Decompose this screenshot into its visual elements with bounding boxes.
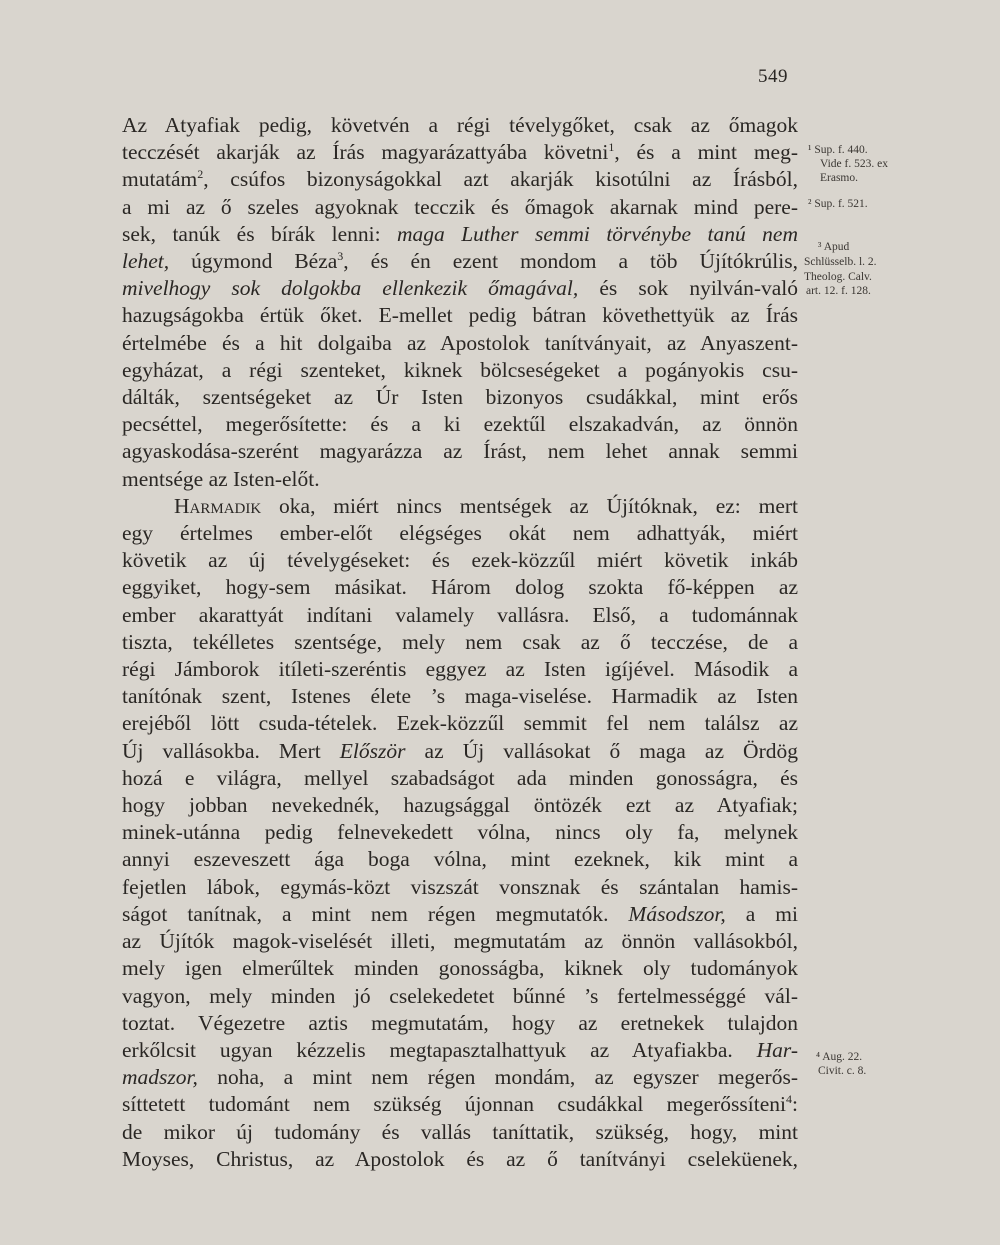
text-segment: síttetett tudománt nem szükség újonnan csudákkal megerőssíteni — [122, 1092, 787, 1117]
text-segment: úgymond Béza — [169, 249, 338, 274]
text-line — [122, 275, 798, 302]
margin-note: Theolog. Calv. — [804, 271, 872, 283]
text-segment: mentsége az Isten-előt. — [122, 466, 320, 491]
text-line — [122, 819, 798, 846]
text-segment: Először — [339, 738, 406, 763]
text-segment: eggyiket, hogy-sem másikat. Három dolog szokta fő-képpen az — [122, 575, 798, 600]
margin-note: Vide f. 523. ex — [820, 158, 888, 170]
text-line — [122, 112, 798, 139]
text-line — [122, 1010, 798, 1037]
margin-note: ⁴ Aug. 22. — [816, 1051, 863, 1063]
text-segment: erkőlcsit ugyan kézzelis megtapasztalhattyuk az Atyafiakba. — [122, 1037, 757, 1062]
text-segment: : — [792, 1092, 798, 1117]
text-line — [122, 194, 798, 221]
text-line — [122, 983, 798, 1010]
text-line — [122, 656, 798, 683]
text-line — [122, 166, 798, 193]
text-segment: oka, miért nincs mentségek az Újítóknak, ez: mert — [261, 493, 798, 518]
text-segment: dálták, szentségeket az Úr Isten bizonyos csudákkal, mint erős — [122, 385, 798, 410]
text-segment: hozá e világra, mellyel szabadságot ada minden gonosságra, és — [122, 765, 798, 790]
margin-note: Schlüsselb. l. 2. — [804, 256, 877, 268]
text-segment: és sok nyilván-való — [578, 276, 798, 301]
text-segment: maga Luther semmi törvénybe tanú nem — [397, 221, 798, 246]
text-segment: toztat. Végezetre aztis megmutatám, hogy az eretnekek tulajdon — [122, 1010, 798, 1035]
text-line — [122, 683, 798, 710]
text-segment: hazugságokba értük őket. E-mellet pedig bátran követhettyük az Írás — [122, 303, 798, 328]
text-segment: ember akarattyát indítani valamely vallásra. Első, a tudománnak — [122, 602, 798, 627]
text-line — [122, 520, 798, 547]
text-line — [122, 629, 798, 656]
footnote-marker: 3 — [337, 248, 344, 263]
text-line — [122, 357, 798, 384]
text-line — [122, 928, 798, 955]
text-segment: ságot tanítnak, a mint nem régen megmutatók. — [122, 901, 629, 926]
text-segment: hogy jobban nevekednék, hazugsággal öntözék ezt az Atyafiak; — [122, 793, 798, 818]
footnote-marker: 1 — [608, 140, 615, 155]
text-line — [122, 1037, 798, 1064]
text-line — [122, 438, 798, 465]
text-segment: fejetlen lábok, egymás-közt viszszát vonsznak és szántalan hamis- — [122, 874, 798, 899]
text-segment: mivelhogy sok dolgokba ellenkezik őmagával, — [122, 276, 579, 301]
text-line — [122, 846, 798, 873]
text-segment: Moyses, Christus, az Apostolok és az ő tanítványi cseleküenek, — [122, 1146, 798, 1171]
text-line — [122, 547, 798, 574]
text-segment: Az Atyafiak pedig, követvén a régi tévelygőket, csak az őmagok — [122, 113, 798, 137]
text-segment: Harmadik — [174, 493, 262, 518]
text-segment: Har- — [756, 1037, 798, 1062]
text-segment: tanítónak szent, Istenes élete ’s maga-viselése. Harmadik az Isten — [122, 684, 798, 709]
text-segment: de mikor új tudomány és vallás taníttatik, szükség, hogy, mint — [122, 1119, 798, 1144]
text-line — [122, 874, 798, 901]
text-segment: minek-utánna pedig felnevekedett vólna, nincs oly fa, melynek — [122, 820, 798, 845]
text-segment: sek, tanúk és bírák lenni: — [122, 221, 397, 246]
footnote-marker: 4 — [786, 1092, 793, 1107]
text-segment: mely igen elmerűltek minden gonosságba, kiknek oly tudományok — [122, 956, 798, 981]
text-line — [122, 411, 798, 438]
text-segment: noha, a mint nem régen mondám, az egyszer megerős- — [197, 1065, 798, 1090]
footnote-marker: 2 — [197, 167, 204, 182]
text-line — [122, 765, 798, 792]
text-segment: vagyon, mely minden jó cselekedetet bűnné ’s fertelmességgé vál- — [122, 983, 798, 1008]
text-segment: egyházat, a régi szenteket, kiknek bölcseségeket a pogányokis csu- — [122, 357, 798, 382]
margin-note: art. 12. f. 128. — [806, 285, 871, 297]
text-segment: madszor, — [122, 1065, 198, 1090]
text-segment: pecséttel, megerősítette: és a ki ezektűl elszakadván, az önnön — [122, 412, 798, 437]
text-segment: egy értelmes ember-előt elégséges okát nem adhattyák, miért — [122, 521, 798, 546]
main-text — [122, 112, 798, 1173]
margin-note: ³ Apud — [818, 241, 850, 253]
margin-note: Erasmo. — [820, 172, 859, 184]
text-line — [122, 248, 798, 275]
text-line — [122, 901, 798, 928]
text-segment: értelmébe és a hit dolgaiba az Apostolok tanítványait, az Anyaszent- — [122, 330, 798, 355]
text-segment: tecczését akarják az Írás magyarázattyába követni — [122, 140, 609, 165]
text-segment: az Újítók magok-viselését illeti, megmutatám az önnön vallásokból, — [122, 929, 798, 954]
text-segment: agyaskodása-szerént magyarázza az Írást, nem lehet annak semmi — [122, 439, 798, 464]
text-line — [122, 574, 798, 601]
text-line — [122, 792, 798, 819]
text-line — [122, 493, 798, 520]
margin-note: Civit. c. 8. — [818, 1065, 867, 1077]
text-segment: Új vallásokba. Mert — [122, 738, 340, 763]
text-line — [122, 139, 798, 166]
text-segment: erejéből lött csuda-tételek. Ezek-közzűl semmit fel nem találsz az — [122, 711, 798, 736]
text-line — [122, 955, 798, 982]
text-segment: a mi az ő szeles agyoknak tecczik és őmagok akarnak mind pere- — [122, 194, 798, 219]
text-line — [122, 221, 798, 248]
text-line — [122, 1146, 798, 1173]
text-line — [122, 1119, 798, 1146]
text-segment: az Új vallásokat ő maga az Ördög — [405, 738, 798, 763]
text-segment: annyi eszeveszett ága boga vólna, mint ezeknek, kik mint a — [122, 847, 798, 872]
text-line — [122, 1091, 798, 1118]
text-line — [122, 384, 798, 411]
text-line — [122, 330, 798, 357]
text-segment: a mi — [725, 901, 798, 926]
text-line — [122, 710, 798, 737]
text-segment: , és én ezent mondom a töb Újítókrúlis, — [343, 249, 798, 274]
text-segment: régi Jámborok itíleti-szeréntis eggyez az Isten igíjével. Második a — [122, 657, 798, 682]
text-segment: Másodszor, — [628, 901, 726, 926]
text-line — [122, 602, 798, 629]
text-line — [122, 466, 798, 493]
text-line — [122, 738, 798, 765]
page-number: 549 — [758, 66, 788, 87]
margin-note: ² Sup. f. 521. — [808, 198, 868, 210]
text-segment: , és a mint meg- — [614, 140, 798, 165]
text-segment: lehet, — [122, 249, 170, 274]
margin-note: ¹ Sup. f. 440. — [808, 144, 868, 156]
text-segment: mutatám — [122, 167, 198, 192]
text-segment: , csúfos bizonyságokkal azt akarják kisotúlni az Írásból, — [203, 167, 798, 192]
text-line — [122, 302, 798, 329]
text-segment: tiszta, tekélletes szentsége, mely nem csak az ő tecczése, de a — [122, 629, 798, 654]
text-line — [122, 1064, 798, 1091]
text-segment: követik az új tévelygéseket: és ezek-közzűl miért követik inkáb — [122, 548, 798, 573]
